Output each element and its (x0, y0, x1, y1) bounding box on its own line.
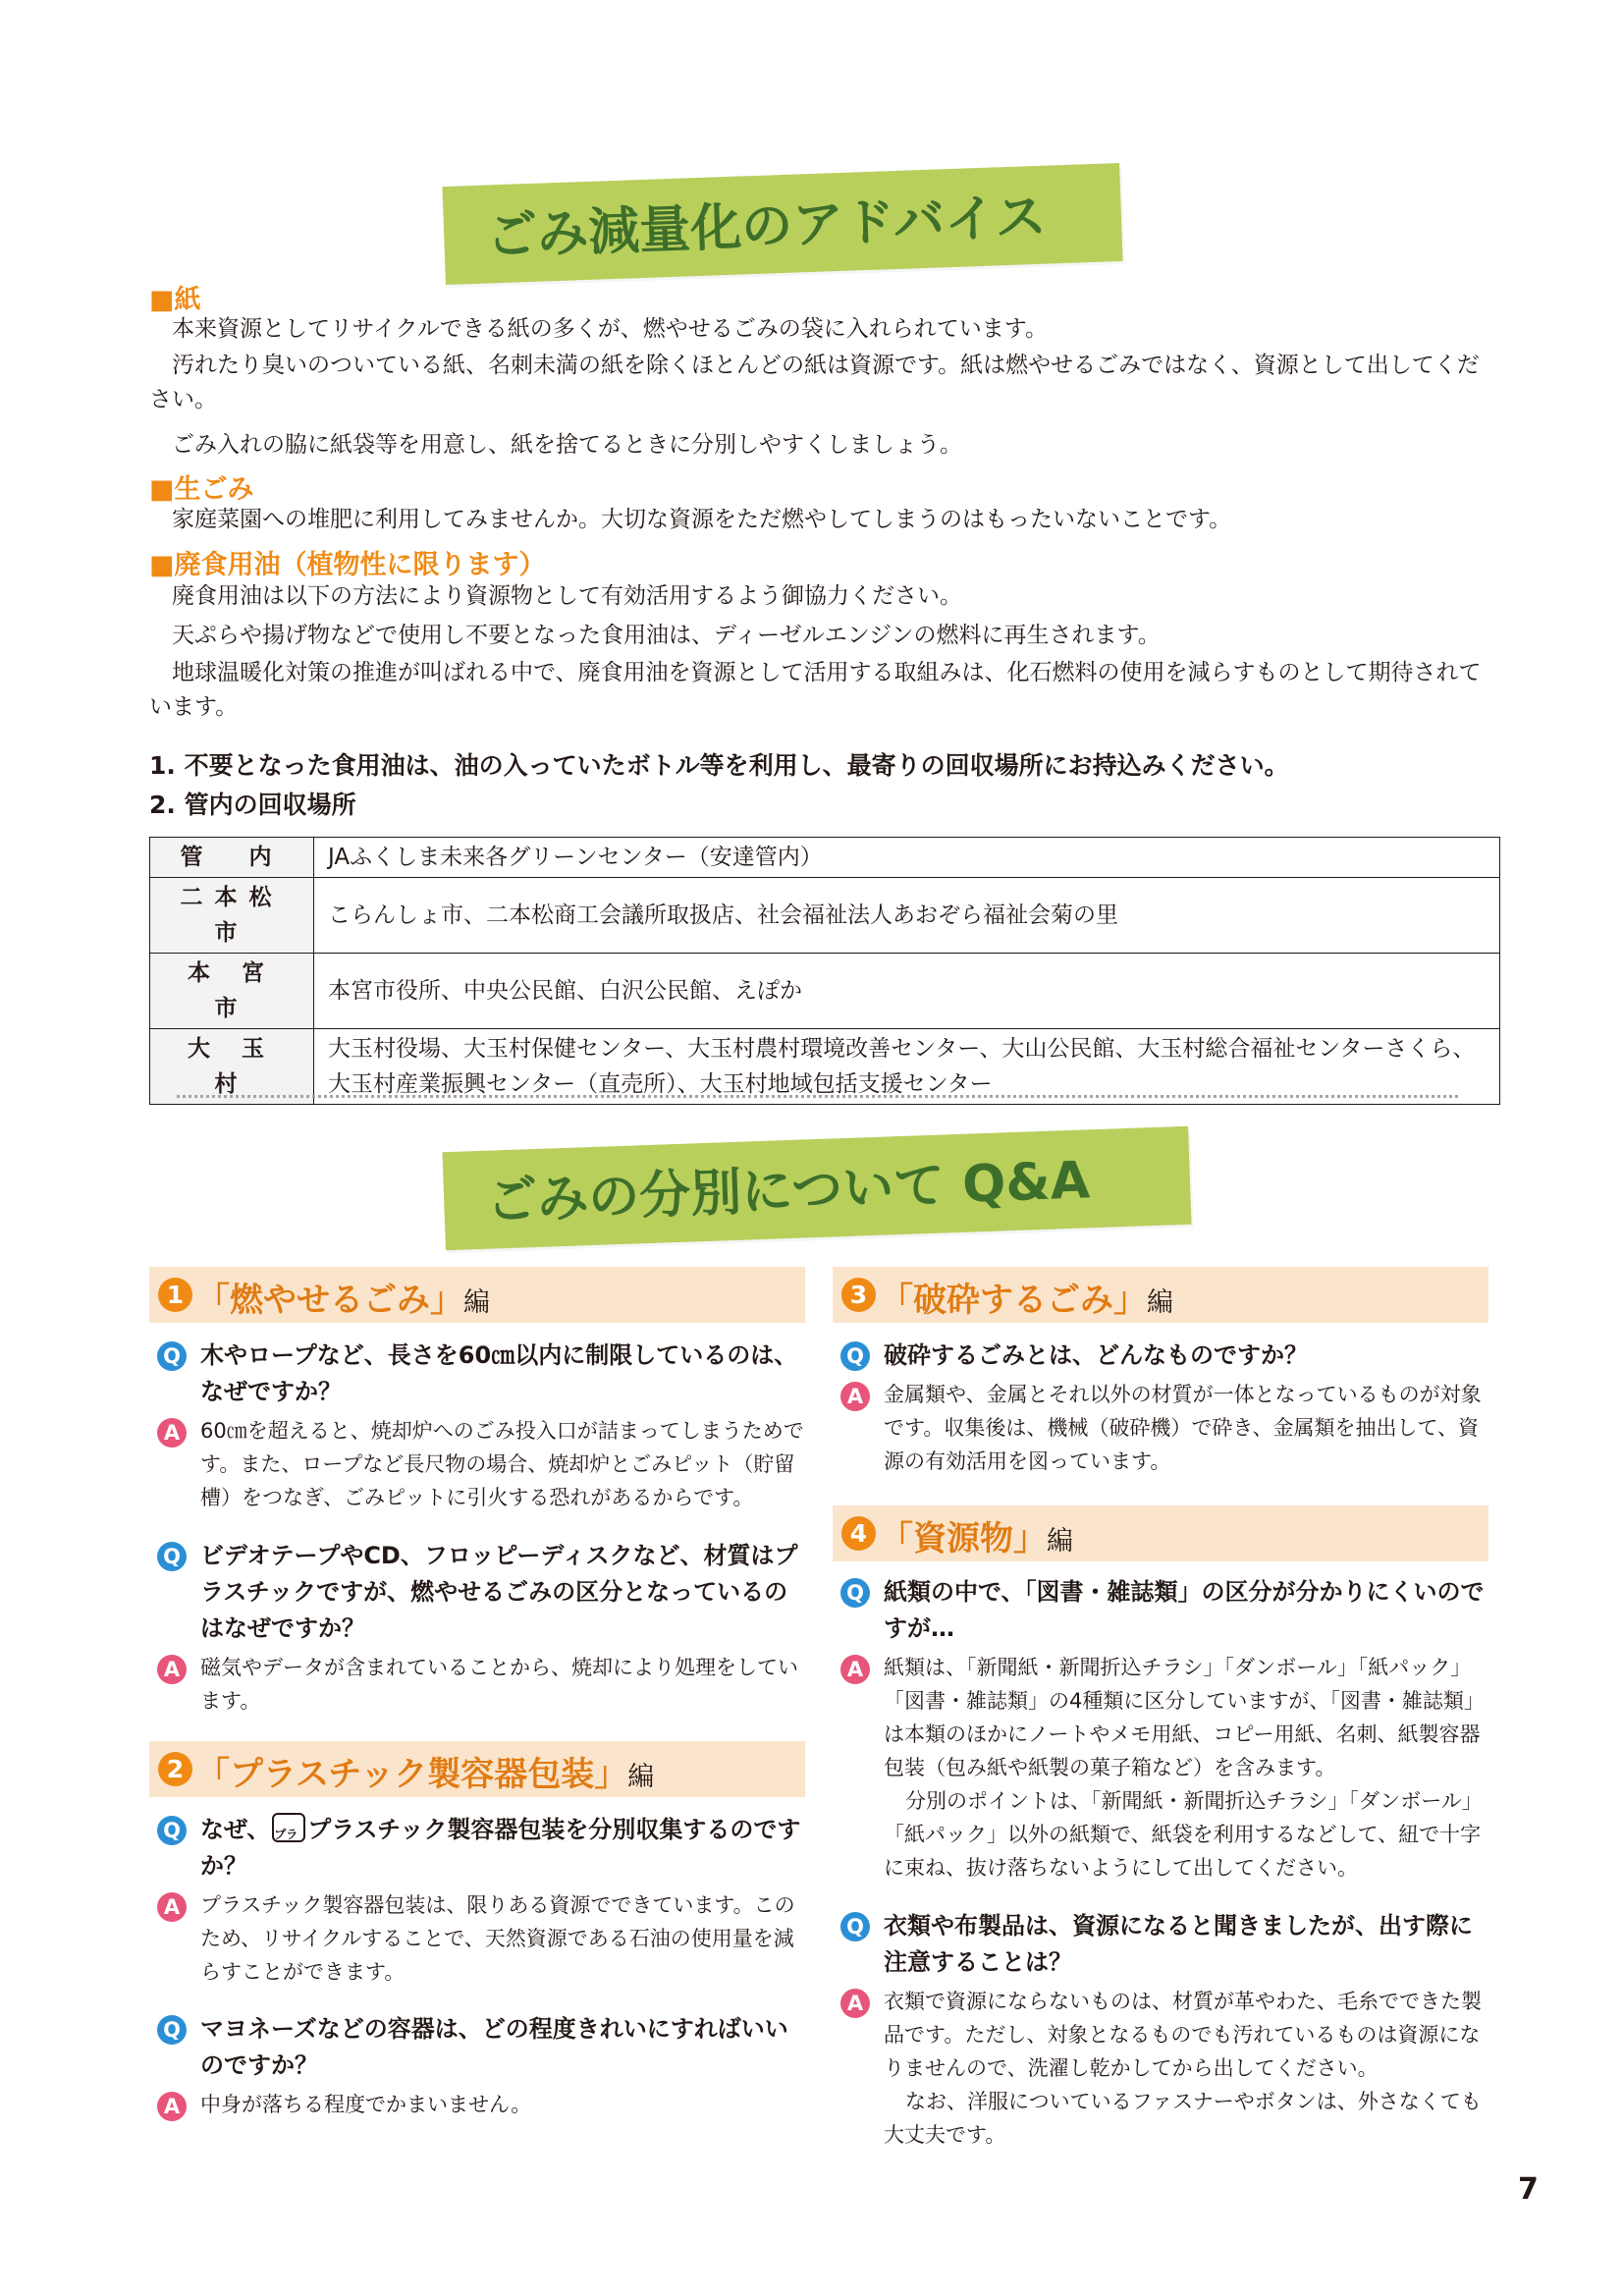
advice-title: ごみ減量化のアドバイス (485, 188, 1048, 266)
sites-cell: 大玉村役場、大玉村保健センター、大玉村農村環境改善センター、大山公民館、大玉村総合福祉センターさくら、大玉村産業振興センター（直売所）、大玉村地域包括支援センター (314, 1029, 1500, 1105)
paper-text-2: 汚れたり臭いのついている紙、名刺未満の紙を除くほとんどの紙は資源です。紙は燃やせるごみではなく、資源として出してください。 (149, 353, 1480, 412)
oil-text-2: 天ぷらや揚げ物などで使用し不要となった食用油は、ディーゼルエンジンの燃料に再生されます。 (172, 623, 1161, 648)
qa-item (840, 1574, 1488, 1885)
qa-item (157, 1812, 805, 1989)
answer: プラスチック製容器包装は、限りある資源でできています。このため、リサイクルすることで、天然資源である石油の使用量を減らすことができます。 (200, 1893, 795, 1984)
a-mark-icon: A (157, 1418, 187, 1448)
oil-text-1: 廃食用油は以下の方法により資源物として有効活用するよう御協力ください。 (172, 583, 962, 609)
table-row (150, 838, 1500, 878)
area-cell: 大 玉 村 (150, 1029, 314, 1105)
question (200, 1812, 805, 1885)
qa-section-resources (833, 1505, 1488, 1561)
question: ビデオテープやCD、フロッピーディスクなど、材質はプラスチックですが、燃やせるごみの区分となっているのはなぜですか？ (200, 1542, 798, 1642)
sites-cell: JAふくしま未来各グリーンセンター（安達管内） (314, 838, 1500, 878)
question: 破砕するごみとは、どんなものですか？ (884, 1341, 1308, 1369)
oil-step-2: 2. 管内の回収場所 (149, 791, 356, 819)
question-pre: なぜ、 (200, 1816, 271, 1843)
table-row (150, 1029, 1500, 1105)
q-mark-icon: Q (157, 1542, 187, 1571)
question: 木やロープなど、長さを60㎝以内に制限しているのは、なぜですか？ (200, 1341, 798, 1405)
area-cell: 本 宮 市 (150, 954, 314, 1029)
question: マヨネーズなどの容器は、どの程度きれいにすればいいのですか？ (200, 2015, 788, 2079)
a-mark-icon: A (157, 1655, 187, 1684)
oil-step-1: 1. 不要となった食用油は、油の入っていたボトル等を利用し、最寄りの回収場所にお持込みください。 (149, 751, 1289, 780)
sites-cell: 本宮市役所、中央公民館、白沢公民館、えぽか (314, 954, 1500, 1029)
a-mark-icon: A (157, 1892, 187, 1922)
oil-heading: ■廃食用油（植物性に限ります） (149, 550, 546, 580)
a-mark-icon: A (840, 1655, 870, 1684)
q-mark-icon: Q (840, 1912, 870, 1941)
section-title: 「資源物」 (880, 1519, 1047, 1558)
paper-text-1: 本来資源としてリサイクルできる紙の多くが、燃やせるごみの袋に入れられています。 (172, 316, 1048, 342)
section-suffix: 編 (1047, 1526, 1073, 1557)
section-suffix: 編 (627, 1762, 655, 1792)
section-suffix: 編 (1147, 1287, 1173, 1318)
q-mark-icon: Q (840, 1341, 870, 1371)
page-number: 7 (1518, 2172, 1539, 2207)
section-title: 「燃やせるごみ」 (196, 1281, 463, 1320)
section-number: 1 (158, 1278, 192, 1312)
a-mark-icon: A (840, 1382, 870, 1411)
answer-continued: なお、洋服についているファスナーやボタンは、外さなくても大丈夫です。 (884, 2090, 1482, 2147)
question-post: プラスチック製容器包装を分別収集するのですか？ (200, 1816, 801, 1880)
section-number: 4 (841, 1516, 876, 1551)
collection-places-table (149, 837, 1500, 1105)
section-number: 3 (841, 1278, 876, 1312)
qa-title: ごみの分別について Q&A (485, 1151, 1091, 1231)
section-title: 「破砕するごみ」 (880, 1281, 1147, 1320)
q-mark-icon: Q (840, 1578, 870, 1608)
garbage-text: 家庭菜園への堆肥に利用してみませんか。大切な資源をただ燃やしてしまうのはもったいないことです。 (172, 507, 1232, 532)
plastic-recycle-icon (272, 1813, 305, 1842)
qa-item (157, 1338, 805, 1514)
oil-text-3: 地球温暖化対策の推進が叫ばれる中で、廃食用油を資源として活用する取組みは、化石燃料の使用を減らすものとして期待されています。 (149, 660, 1482, 720)
divider (177, 1095, 1458, 1098)
section-suffix: 編 (463, 1287, 490, 1318)
area-cell: 管 内 (150, 838, 314, 878)
a-mark-icon: A (157, 2092, 187, 2121)
qa-item (840, 1338, 1488, 1478)
garbage-heading: ■生ごみ (149, 474, 254, 505)
answer: 金属類や、金属とそれ以外の材質が一体となっているものが対象です。収集後は、機械（破砕機）で砕き、金属類を抽出して、資源の有効活用を図っています。 (884, 1383, 1482, 1473)
answer: 磁気やデータが含まれていることから、焼却により処理をしています。 (200, 1656, 798, 1713)
section-number: 2 (158, 1752, 192, 1786)
qa-section-burnable (149, 1267, 805, 1323)
sites-cell: こらんしょ市、二本松商工会議所取扱店、社会福祉法人あおぞら福祉会菊の里 (314, 878, 1500, 954)
qa-item (157, 2011, 805, 2121)
table-row (150, 878, 1500, 954)
qa-item (157, 1538, 805, 1718)
q-mark-icon: Q (157, 1816, 187, 1845)
question: 紙類の中で、「図書・雑誌類」の区分が分かりにくいのですが… (884, 1578, 1485, 1642)
question: 衣類や布製品は、資源になると聞きましたが、出す際に注意することは？ (884, 1912, 1473, 1976)
section-title: 「プラスチック製容器包装」 (196, 1755, 628, 1794)
qa-item (840, 1908, 1488, 2152)
answer: 中身が落ちる程度でかまいません。 (200, 2093, 532, 2116)
answer: 衣類で資源にならないものは、材質が革やわた、毛糸でできた製品です。ただし、対象となるものでも汚れているものは資源になりませんので、洗濯し乾かしてから出してください。 (884, 1990, 1482, 2080)
paper-heading: ■紙 (149, 285, 201, 315)
q-mark-icon: Q (157, 1341, 187, 1371)
area-cell: 二本松市 (150, 878, 314, 954)
q-mark-icon: Q (157, 2015, 187, 2045)
table-row (150, 954, 1500, 1029)
a-mark-icon: A (840, 1989, 870, 2018)
answer: 60㎝を超えると、焼却炉へのごみ投入口が詰まってしまうためです。また、ロープなど長尺物の場合、焼却炉とごみピット（貯留槽）をつなぎ、ごみピットに引火する恐れがあるからです。 (200, 1419, 804, 1509)
paper-text-3: ごみ入れの脇に紙袋等を用意し、紙を捨てるときに分別しやすくしましょう。 (172, 432, 962, 458)
answer: 紙類は、「新聞紙・新聞折込チラシ」「ダンボール」「紙パック」「図書・雑誌類」の4種類に区分していますが、「図書・雑誌類」は本類のほかにノートやメモ用紙、コピー用紙、名刺、紙製容器包装（包み紙や紙製の菓子箱など）を含みます。 (884, 1656, 1485, 1779)
answer-continued: 分別のポイントは、「新聞紙・新聞折込チラシ」「ダンボール」「紙パック」以外の紙類で、紙袋を利用するなどして、紐で十字に束ね、抜け落ちないようにして出してください。 (884, 1789, 1483, 1880)
qa-section-crushable (833, 1267, 1488, 1323)
qa-section-plastic (149, 1741, 805, 1797)
